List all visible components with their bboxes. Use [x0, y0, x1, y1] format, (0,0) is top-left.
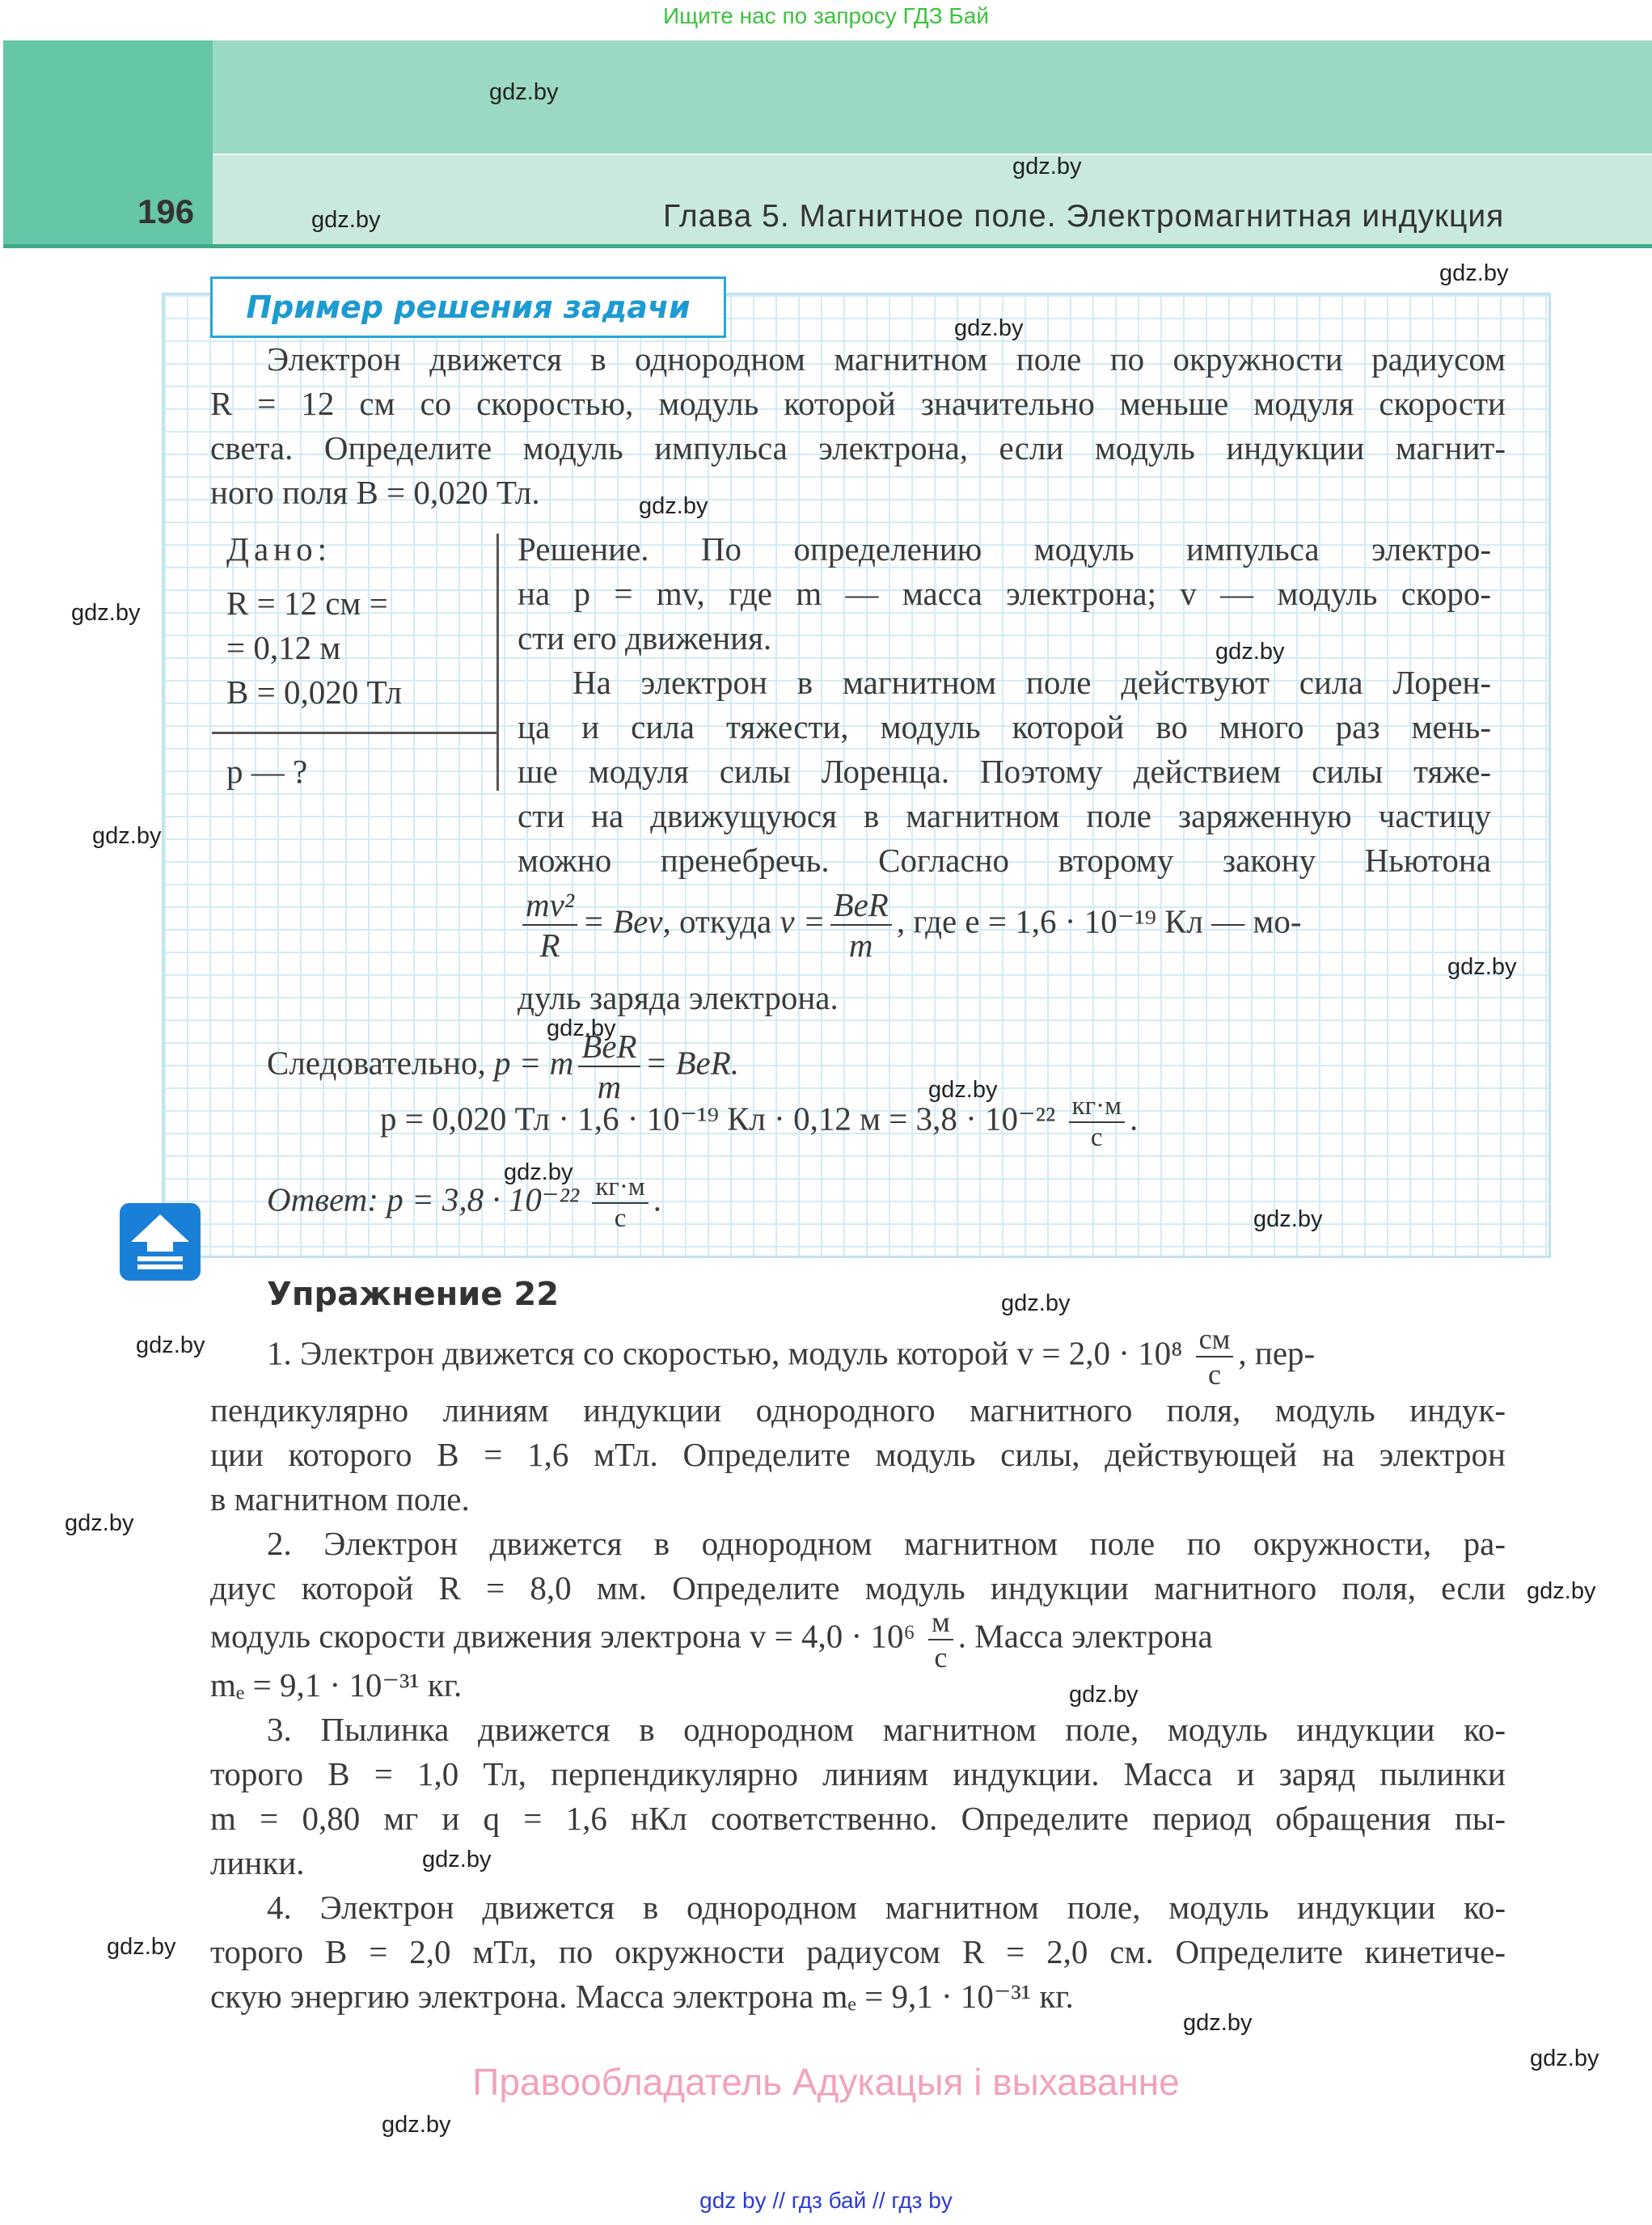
ex1-line-1 [267, 1322, 1315, 1391]
exercise-title: Упражнение 22 [267, 1276, 560, 1313]
ex1-unit-den: с [1208, 1358, 1222, 1391]
ex4-line-1: 4. Электрон движется в однородном магнитном поле, модуль индукции ко- [267, 1889, 1506, 1926]
watermark: gdz.by [504, 1159, 573, 1185]
v-numerator: BeR [830, 885, 892, 926]
given-label: Дано: [226, 530, 332, 568]
consequently-word: Следовательно, [267, 1044, 486, 1082]
search-banner[interactable]: Ищите нас по запросу ГДЗ Бай [662, 3, 990, 28]
ex2-line-4: mₑ = 9,1 · 10⁻³¹ кг. [210, 1666, 463, 1704]
p-formula-lhs: p = m [494, 1044, 574, 1082]
answer-unit [592, 1172, 648, 1234]
solution-line-5: ца и сила тяжести, модуль которой во много раз мень- [518, 708, 1491, 745]
v-denominator: m [848, 927, 873, 964]
given-line-1: R = 12 см = [226, 585, 388, 622]
scroll-up-button[interactable] [120, 1203, 201, 1281]
given-line-2: = 0,12 м [226, 629, 341, 666]
watermark: gdz.by [1447, 954, 1517, 980]
lhs-fraction [522, 885, 577, 965]
problem-line-1: Электрон движется в однородном магнитном поле по окружности радиусом [267, 340, 1506, 378]
watermark: gdz.by [1215, 639, 1285, 665]
ex1-line-2: пендикулярно линиям индукции однородного магнитного поля, модуль индук- [210, 1391, 1506, 1429]
given-divider [212, 732, 496, 734]
calc-text: p = 0,020 Тл · 1,6 · 10⁻¹⁹ Кл · 0,12 м = 3,8 · 10⁻²² [380, 1100, 1056, 1138]
watermark: gdz.by [928, 1077, 998, 1103]
given-vertical-divider [496, 534, 499, 791]
calc-unit-num: кг·м [1069, 1091, 1125, 1123]
lhs-denominator: R [539, 927, 560, 964]
watermark: gdz.by [1253, 1206, 1323, 1232]
find-label: p — ? [226, 753, 308, 790]
watermark: gdz.by [1530, 2046, 1599, 2071]
answer-unit-num: кг·м [592, 1172, 648, 1204]
watermark: gdz.by [954, 315, 1024, 341]
answer-line [267, 1172, 661, 1234]
ex2-line-3-text: модуль скорости движения электрона v = 4,0 · 10⁶ [210, 1617, 915, 1655]
lhs-rhs: = Bev [582, 902, 663, 940]
problem-line-4: ного поля B = 0,020 Тл. [210, 474, 540, 511]
solution-line-3: сти его движения. [518, 619, 772, 657]
chapter-title: Глава 5. Магнитное поле. Электромагнитная индукция [663, 199, 1505, 234]
watermark: gdz.by [1183, 2010, 1253, 2036]
ex1-line-1-text: 1. Электрон движется со скоростью, модуль которой v = 2,0 · 10⁸ [267, 1334, 1183, 1372]
solution-line-1: Решение. По определению модуль импульса электро- [518, 530, 1491, 568]
ex2-line-2: диус которой R = 8,0 мм. Определите модуль индукции магнитного поля, если [210, 1569, 1506, 1606]
example-title: Пример решения задачи [210, 277, 726, 338]
calc-unit [1069, 1091, 1125, 1153]
answer-end: . [653, 1180, 662, 1218]
p-denominator: m [597, 1068, 622, 1105]
watermark: gdz.by [136, 1332, 205, 1358]
solution-line-7: сти на движущуюся в магнитном поле заряженную частицу [518, 797, 1491, 834]
header-divider [3, 244, 1652, 248]
watermark: gdz.by [1439, 260, 1509, 286]
footer-links[interactable]: gdz by // гдз бай // гдз by [699, 2188, 953, 2213]
ex1-unit [1196, 1322, 1234, 1391]
answer-label: Ответ: [267, 1180, 378, 1218]
solution-line-2: на p = mv, где m — масса электрона; v — модуль скоро- [518, 575, 1491, 612]
up-arrow-icon [120, 1203, 201, 1281]
where-word: , откуда [662, 902, 772, 940]
header-top-band [213, 40, 1652, 154]
watermark: gdz.by [547, 1015, 616, 1041]
watermark: gdz.by [107, 1934, 176, 1960]
ex2-unit [928, 1605, 953, 1674]
ex1-unit-num: см [1196, 1322, 1234, 1357]
charge-line: дуль заряда электрона. [518, 979, 839, 1016]
watermark: gdz.by [422, 1847, 492, 1872]
watermark: gdz.by [382, 2112, 451, 2138]
watermark: gdz.by [489, 79, 559, 105]
page-number: 196 [137, 192, 195, 230]
answer-unit-den: с [614, 1204, 627, 1233]
ex3-line-3: m = 0,80 мг и q = 1,6 нКл соответственно. Определите период обращения пы- [210, 1800, 1506, 1837]
newton-tail: , где e = 1,6 · 10⁻¹⁹ Кл — мо- [896, 902, 1302, 940]
ex1-line-3: ции которого B = 1,6 мТл. Определите модуль силы, действующей на электрон [210, 1436, 1506, 1473]
lhs-numerator: mv² [522, 885, 577, 926]
problem-line-3: света. Определите модуль импульса электрона, если модуль индукции магнит- [210, 429, 1506, 467]
ex2-line-3 [210, 1605, 1213, 1674]
ex4-line-2: торого B = 2,0 мТл, по окружности радиусом R = 2,0 см. Определите кинетиче- [210, 1933, 1506, 1970]
calc-line [380, 1091, 1138, 1153]
watermark: gdz.by [71, 600, 141, 626]
solution-line-6: ше модуля силы Лоренца. Поэтому действием силы тяже- [518, 753, 1491, 790]
ex1-line-1-end: , пер- [1238, 1334, 1316, 1372]
ex2-line-3-end: . Масса электрона [957, 1617, 1213, 1655]
p-numerator: BeR [578, 1027, 640, 1067]
problem-line-2: R = 12 см со скоростью, модуль которой значительно меньше модуля скорости [210, 385, 1506, 422]
answer-text: p = 3,8 · 10⁻²² [387, 1180, 580, 1218]
watermark: gdz.by [65, 1510, 134, 1536]
calc-end: . [1129, 1100, 1139, 1138]
given-line-3: B = 0,020 Тл [226, 673, 402, 711]
watermark: gdz.by [311, 207, 381, 233]
copyright-owner-note: Правообладатель Адукацыя і выхаванне [472, 2061, 1180, 2103]
watermark: gdz.by [1527, 1578, 1596, 1604]
ex1-line-4: в магнитном поле. [210, 1480, 470, 1518]
watermark: gdz.by [1012, 154, 1082, 179]
newton-formula [518, 885, 1302, 965]
watermark: gdz.by [639, 493, 708, 519]
ex3-line-1: 3. Пылинка движется в однородном магнитном поле, модуль индукции ко- [267, 1711, 1506, 1748]
ex2-line-1: 2. Электрон движется в однородном магнитном поле по окружности, ра- [267, 1525, 1506, 1562]
calc-unit-den: с [1090, 1123, 1103, 1152]
watermark: gdz.by [92, 823, 162, 849]
ex3-line-4: линки. [210, 1844, 305, 1881]
solution-line-8: можно пренебречь. Согласно второму закону Ньютона [518, 842, 1491, 879]
watermark: gdz.by [1069, 1682, 1139, 1708]
solution-line-4: На электрон в магнитном поле действуют сила Лорен- [572, 664, 1491, 701]
p-formula-rhs: = BeR. [644, 1044, 740, 1082]
ex4-line-3: скую энергию электрона. Масса электрона mₑ = 9,1 · 10⁻³¹ кг. [210, 1978, 1074, 2015]
v-fraction [830, 885, 892, 965]
watermark: gdz.by [1001, 1290, 1071, 1316]
ex3-line-2: торого B = 1,0 Тл, перпендикулярно линиям индукции. Масса и заряд пылинки [210, 1755, 1506, 1792]
ex2-unit-den: с [934, 1641, 948, 1674]
ex2-unit-num: м [928, 1605, 953, 1640]
v-eq: v = [780, 902, 826, 940]
